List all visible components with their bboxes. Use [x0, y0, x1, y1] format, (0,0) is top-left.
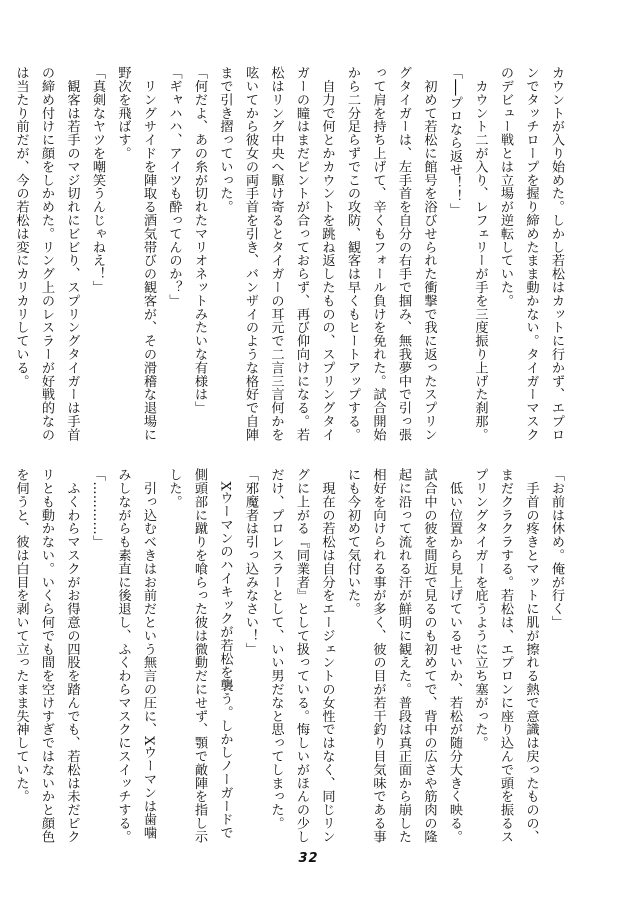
text-line: だけ、プロレスラーとして、いい男だなと思ってしまった。: [268, 468, 284, 830]
text-line: グタイガーは、左手首を自分の右手で掴み、無我夢中で引っ張: [396, 66, 411, 442]
text-line: リングサイドを陣取る酒気帯びの観客が、その滑稽な退場に: [141, 66, 156, 442]
text-line: みしながらも素直に後退し、ふくわらマスクにスイッチする。: [115, 468, 131, 844]
text-line: 引っ込むべきはお前だという無言の圧に、Xウーマンは歯噛: [141, 468, 156, 840]
text-line: 「ギャハハ、アイツも酔ってんのか？」: [166, 66, 182, 308]
text-line: プリングタイガーを庇うように立ち塞がった。: [472, 468, 488, 750]
text-line: 「邪魔者は引っ込みなさい！」: [243, 468, 258, 656]
text-line: ンでタッチロープを握り締めたまま動かない。タイガーマスク: [523, 66, 539, 442]
text-line: 「…………」: [90, 468, 105, 549]
text-line: 試合中の彼を間近で見るのも初めてで、背中の広さや筋肉の隆: [421, 468, 437, 844]
page-number: 32: [298, 851, 319, 866]
text-line: ガーの瞳はまだピントが合っておらず、再び仰向けになる。若: [294, 66, 309, 442]
text-line: って肩を持ち上げて、辛くもフォール負けを免れた。試合開始: [370, 66, 386, 442]
text-line: グに上がる『同業者』として扱っている。悔しいがほんの少し: [294, 468, 309, 844]
text-line: カウントが入り始めた。しかし若松はカットに行かず、エプロ: [549, 66, 564, 442]
text-line: Xウーマンのハイキックが若松を襲う。しかしノーガードで: [217, 468, 233, 840]
text-line: した。: [166, 468, 182, 509]
text-line: まで引き摺っていった。: [217, 66, 233, 214]
text-line: 現在の若松は自分をエージェントの女性ではなく、同じリン: [319, 468, 335, 844]
text-line: 側頭部に蹴りを喰らった彼は微動だにせず、顎で敵陣を指し示: [192, 468, 207, 844]
text-line: ふくわらマスクがお得意の四股を踏んでも、若松は未だピク: [64, 468, 80, 844]
text-line: まだクラクラする。若松は、エプロンに座り込んで頭を振るス: [498, 468, 513, 844]
text-line: にも今初めて気付いた。: [345, 468, 360, 616]
text-line: 「真剣なヤツを嘲笑うんじゃねえ！」: [90, 66, 105, 294]
text-line: 相好を向けられる事が多く、彼の目が若干釣り目気味である事: [370, 468, 386, 844]
text-line: 初めて若松に館号を浴びせられた衝撃で我に返ったスプリン: [421, 66, 437, 442]
text-line: 起に沿って流れる汗が鮮明に観えた。普段は真正面から崩した: [396, 468, 411, 844]
text-line: 「お前は休め。俺が行く」: [549, 468, 564, 629]
text-line: カウント二が入り、レフェリーが手を三度振り上げた刹那。: [472, 66, 488, 442]
text-line: 「──プロなら返せ！！」: [447, 66, 462, 217]
text-line: リとも動かない。いくら何でも間を空けすぎではないかと顔色: [39, 468, 54, 844]
text-line: 松はリング中央へ駆け寄るとタイガーの耳元で二言三言何かを: [268, 66, 284, 442]
text-line: 低い位置から見上げているせいか、若松が随分大きく映る。: [447, 468, 462, 844]
text-line: 呟いてから彼女の両手首を引き、バンザイのような格好で自陣: [243, 66, 258, 442]
text-line: を伺うと、彼は白目を剥いて立ったまま失神していた。: [13, 468, 29, 803]
text-line: 観客は若手のマジ切れにビビり、スプリングタイガーは手首: [64, 66, 80, 442]
text-line: は当たり前だが、今の若松は変にカリカリしている。: [13, 66, 29, 388]
text-line: 手首の疼きとマットに肌が擦れる熱で意識は戻ったものの、: [523, 468, 539, 844]
text-line: 自力で何とかカウントを跳ね返したものの、スプリングタイ: [319, 66, 335, 442]
text-line: の締め付けに顔をしかめた。リング上のレスラーが好戦的なの: [39, 66, 54, 442]
upper-text-block: [13, 66, 569, 442]
text-line: から二分足らずでこの攻防、観客は早くもヒートアップする。: [345, 66, 360, 442]
lower-text-block: [13, 468, 569, 844]
text-line: のデビュー戦とは立場が逆転していた。: [498, 66, 513, 308]
text-line: 野次を飛ばす。: [115, 66, 131, 160]
text-line: 「何だよ、あの糸が切れたマリオネットみたいな有様は」: [192, 66, 207, 415]
